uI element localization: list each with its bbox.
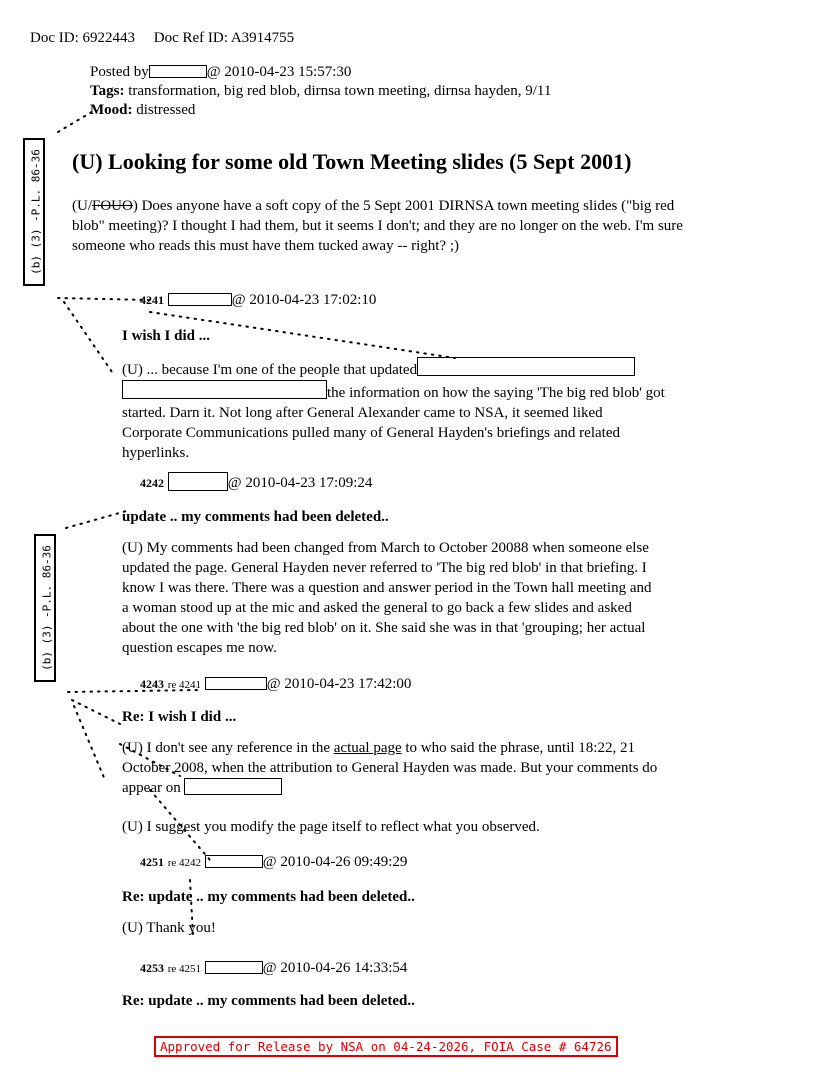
posted-by-line: Posted by @ 2010-04-23 15:57:30 bbox=[90, 64, 352, 80]
comment-title: I wish I did ... bbox=[122, 328, 210, 344]
comment-meta: 4243 re 4241 @ 2010-04-23 17:42:00 bbox=[140, 676, 412, 692]
redaction-box bbox=[205, 961, 263, 974]
redaction-box bbox=[149, 65, 207, 78]
post-body: (U/FOUO) Does anyone have a soft copy of the 5 Sept 2001 DIRNSA town meeting slides ("big red blob" meeting)? I thought I had them, but it seems I don't; and they are no longer on the web. I'm sure someone who reads this must have them tucked away -- right? ;) bbox=[72, 198, 683, 254]
release-stamp: Approved for Release by NSA on 04-24-2026, FOIA Case # 64726 bbox=[154, 1036, 618, 1057]
exemption-box: (b) (3) -P.L. 86-36 bbox=[23, 138, 45, 286]
comment-body: (U) Thank you! bbox=[122, 920, 216, 936]
doc-header bbox=[30, 28, 294, 48]
doc-ref-id: Doc Ref ID: A3914755 bbox=[153, 30, 295, 46]
actual-page-link[interactable]: actual page bbox=[333, 740, 402, 756]
comment-meta: 4241 @ 2010-04-23 17:02:10 bbox=[140, 292, 377, 308]
redaction-box bbox=[122, 380, 327, 399]
redaction-box bbox=[168, 293, 232, 306]
exemption-box: (b) (3) -P.L. 86-36 bbox=[34, 534, 56, 682]
comment-title: Re: update .. my comments had been deleted.. bbox=[122, 993, 415, 1009]
comment-meta: 4242 @ 2010-04-23 17:09:24 bbox=[140, 472, 372, 493]
mood-line: Mood: distressed bbox=[90, 102, 196, 118]
post-title: (U) Looking for some old Town Meeting slides (5 Sept 2001) bbox=[72, 149, 632, 174]
comment-body: (U) ... because I'm one of the people that updated the information on how the saying 'The big red blob' got started. Darn it. Not long after General Alexander came to NSA, it seemed liked Corporate Communications pulled many of General Hayden's briefings and related hyperlinks. bbox=[122, 357, 822, 463]
tags-line: Tags: transformation, big red blob, dirnsa town meeting, dirnsa hayden, 9/11 bbox=[90, 83, 552, 99]
doc-id: Doc ID: 6922443 bbox=[30, 30, 135, 46]
comment-title: Re: update .. my comments had been deleted.. bbox=[122, 889, 415, 905]
redaction-box bbox=[205, 677, 267, 690]
redaction-box bbox=[205, 855, 263, 868]
redaction-box bbox=[168, 472, 228, 491]
comment-body: (U) My comments had been changed from March to October 20088 when someone else updated the page. General Hayden never referred to 'The big red blob' in that briefing. I know I was there. There was a question and answer period in the Town hall meeting and a woman stood up at the mic and asked the general to go back a few slides and asked about the one with 'the big red blob' on it. She said she was in that 'grouping; her actual question escapes me now. bbox=[122, 540, 652, 656]
comment-title: Re: I wish I did ... bbox=[122, 709, 237, 725]
comment-meta: 4251 re 4242 @ 2010-04-26 09:49:29 bbox=[140, 854, 408, 870]
redaction-box bbox=[184, 778, 282, 795]
comment-meta: 4253 re 4251 @ 2010-04-26 14:33:54 bbox=[140, 960, 408, 976]
redaction-box bbox=[417, 357, 635, 376]
comment-body: (U) I don't see any reference in the actual page to who said the phrase, until 18:22, 21 October 2008, when the attribution to General Hayden was made. But your comments do appear on (U) I suggest you modify the page itself to reflect what you observed. bbox=[122, 740, 658, 835]
comment-title: update .. my comments had been deleted.. bbox=[122, 509, 389, 525]
